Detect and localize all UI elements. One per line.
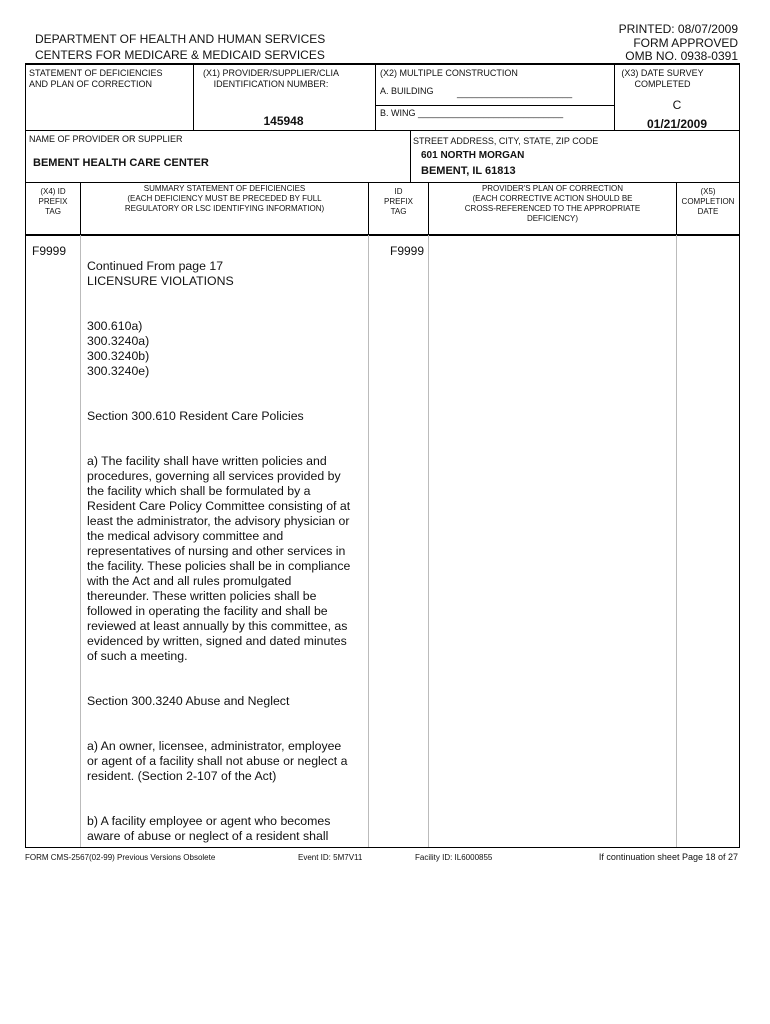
paragraph: b) A facility employee or agent who becomes aware of abuse or neglect of a resident shall xyxy=(87,814,331,843)
building-value: _______________________ xyxy=(457,88,573,98)
page-number: If continuation sheet Page 18 of 27 xyxy=(598,852,738,862)
paragraph: Section 300.3240 Abuse and Neglect xyxy=(87,694,290,708)
id-prefix-header: ID PREFIX TAG xyxy=(384,187,413,216)
x3-label: (X3) DATE SURVEY COMPLETED xyxy=(621,68,704,89)
building-label: A. BUILDING xyxy=(380,86,434,96)
statement-label: STATEMENT OF DEFICIENCIES AND PLAN OF CORRECTION xyxy=(29,68,163,89)
x1-label: (X1) PROVIDER/SUPPLIER/CLIA IDENTIFICATION NUMBER: xyxy=(202,68,340,89)
address-city: BEMENT, IL 61813 xyxy=(421,165,516,177)
agency-title: CENTERS FOR MEDICARE & MEDICAID SERVICES xyxy=(35,48,325,62)
paragraph: Continued From page 17 LICENSURE VIOLATIONS xyxy=(87,259,234,288)
facility-id: Facility ID: IL6000855 xyxy=(415,853,493,862)
address-label: STREET ADDRESS, CITY, STATE, ZIP CODE xyxy=(413,136,599,146)
deficiency-tag: F9999 xyxy=(32,244,67,258)
printed-date: PRINTED: 08/07/2009 xyxy=(618,22,738,36)
department-title: DEPARTMENT OF HEALTH AND HUMAN SERVICES xyxy=(35,32,326,46)
x4-id-header: (X4) ID PREFIX TAG xyxy=(38,187,68,216)
omb-number: OMB NO. 0938-0391 xyxy=(625,49,738,63)
wing-label: B. WING _____________________________ xyxy=(380,108,564,118)
x2-label: (X2) MULTIPLE CONSTRUCTION xyxy=(380,68,518,78)
provider-id-number: 145948 xyxy=(263,114,304,128)
x5-header: (X5) COMPLETION DATE xyxy=(681,187,735,216)
provider-name-label: NAME OF PROVIDER OR SUPPLIER xyxy=(29,134,183,144)
plan-tag: F9999 xyxy=(390,244,425,258)
paragraph: Section 300.610 Resident Care Policies xyxy=(87,409,304,423)
summary-header: SUMMARY STATEMENT OF DEFICIENCIES (EACH DEFICIENCY MUST BE PRECEDED BY FULL REGULATORY OR LSC IDENTIFYING INFORMATION) xyxy=(124,184,325,213)
provider-name: BEMENT HEALTH CARE CENTER xyxy=(33,157,209,169)
event-id: Event ID: 5M7V11 xyxy=(298,853,363,862)
paragraph: 300.610a) 300.3240a) 300.3240b) 300.3240e) xyxy=(87,319,150,378)
survey-completed-date: 01/21/2009 xyxy=(646,117,708,131)
deficiency-text xyxy=(87,244,367,844)
paragraph: a) An owner, licensee, administrator, employee or agent of a facility shall not abuse or neglect a resident. (Section 2-107 of the Act) xyxy=(87,739,348,783)
survey-code: C xyxy=(672,98,682,112)
form-footer: FORM CMS-2567(02-99) Previous Versions Obsolete xyxy=(25,853,216,862)
address-street: 601 NORTH MORGAN xyxy=(421,150,525,161)
form-approved: FORM APPROVED xyxy=(633,36,738,50)
plan-header: PROVIDER'S PLAN OF CORRECTION (EACH CORRECTIVE ACTION SHOULD BE CROSS-REFERENCED TO THE APPROPRIATE DEFICIENCY) xyxy=(464,184,641,223)
paragraph: a) The facility shall have written policies and procedures, governing all services provided by the facility which shall be formulated by a Resident Care Policy Committee consisting of at least the administrator, the advisory physician or the medical advisory committee and representatives of nursing and other services in the facility. These policies shall be in compliance with the Act and all rules promulgated thereunder. These written policies shall be followed in operating the facility and shall be reviewed at least annually by this committee, as evidenced by written, signed and dated minutes of such a meeting. xyxy=(87,454,351,663)
